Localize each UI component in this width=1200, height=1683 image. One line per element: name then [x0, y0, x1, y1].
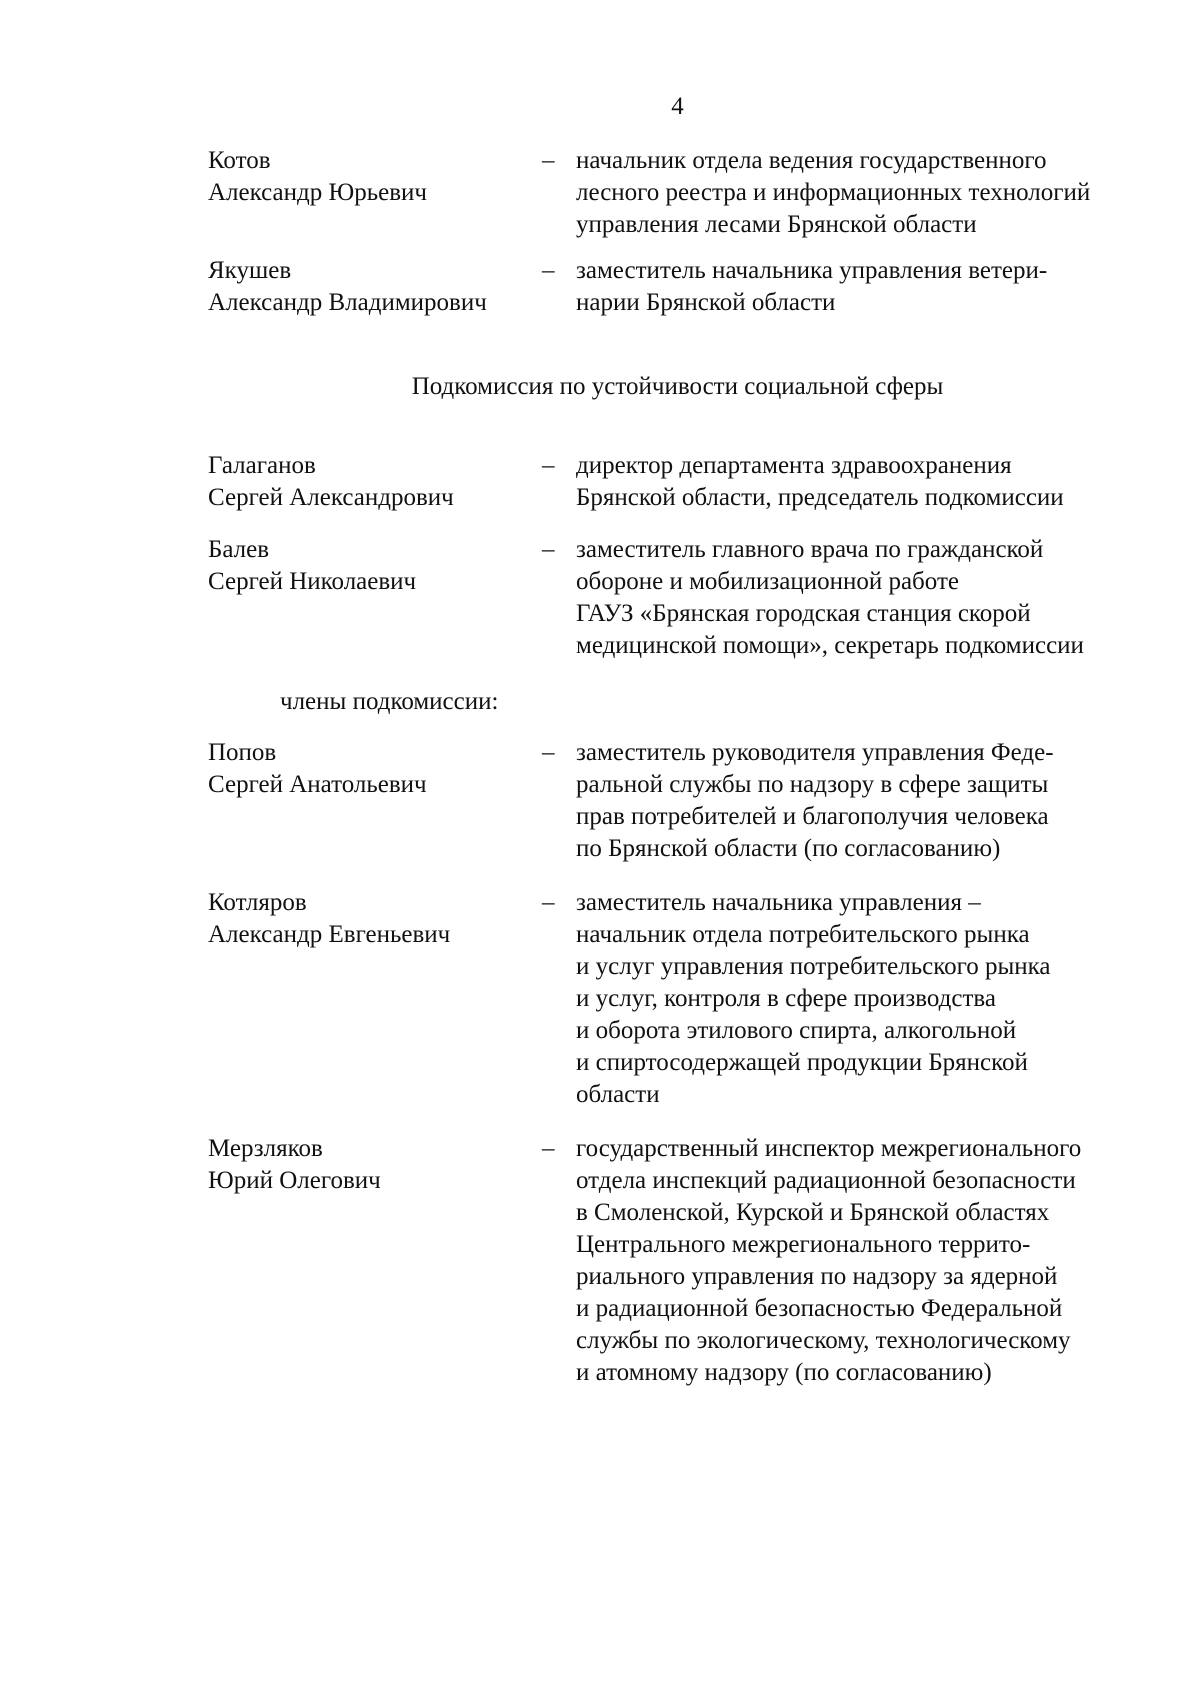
role-line: риального управления по надзору за ядерной	[576, 1263, 1058, 1290]
role-line: лесного реестра и информационных технологий	[576, 179, 1091, 206]
role-line: и услуг, контроля в сфере производства	[576, 985, 996, 1012]
dash-separator: –	[542, 739, 555, 766]
person-role	[576, 737, 1166, 865]
role-line: и атомному надзору (по согласованию)	[576, 1359, 992, 1386]
person-surname: Котляров	[208, 889, 307, 916]
person-surname: Котов	[208, 147, 271, 174]
role-line: области	[576, 1081, 660, 1108]
person-surname: Галаганов	[208, 452, 316, 479]
role-line: ГАУЗ «Брянская городская станция скорой	[576, 600, 1031, 627]
person-role	[576, 255, 1166, 319]
person-given-name: Александр Юрьевич	[208, 179, 427, 206]
person-given-name: Сергей Анатольевич	[208, 771, 427, 798]
role-line: заместитель начальника управления –	[576, 889, 981, 916]
person-name	[208, 145, 528, 209]
role-line: нарии Брянской области	[576, 289, 836, 316]
person-role	[576, 145, 1166, 241]
person-given-name: Сергей Александрович	[208, 484, 454, 511]
role-line: государственный инспектор межрегионального	[576, 1135, 1082, 1162]
role-line: заместитель начальника управления ветери-	[576, 257, 1048, 284]
role-line: управления лесами Брянской области	[576, 211, 977, 238]
role-line: начальник отдела ведения государственного	[576, 147, 1047, 174]
person-surname: Якушев	[208, 257, 292, 284]
role-line: в Смоленской, Курской и Брянской областях	[576, 1199, 1050, 1226]
role-line: по Брянской области (по согласованию)	[576, 835, 1001, 862]
role-line: начальник отдела потребительского рынка	[576, 921, 1030, 948]
role-line: заместитель руководителя управления Феде-	[576, 739, 1054, 766]
role-line: заместитель главного врача по гражданской	[576, 536, 1044, 563]
person-given-name: Сергей Николаевич	[208, 568, 417, 595]
dash-separator: –	[542, 257, 555, 284]
role-line: обороне и мобилизационной работе	[576, 568, 959, 595]
page-number: 4	[671, 93, 684, 120]
role-line: ральной службы по надзору в сфере защиты	[576, 771, 1049, 798]
members-label: члены подкомиссии:	[280, 688, 499, 715]
person-role	[576, 534, 1166, 662]
person-given-name: Александр Евгеньевич	[208, 921, 451, 948]
role-line: Брянской области, председатель подкомиссии	[576, 484, 1064, 511]
person-surname: Мерзляков	[208, 1135, 323, 1162]
role-line: отдела инспекций радиационной безопасности	[576, 1167, 1076, 1194]
dash-separator: –	[542, 452, 555, 479]
person-name	[208, 255, 528, 319]
person-given-name: Юрий Олегович	[208, 1167, 381, 1194]
person-name	[208, 1133, 528, 1197]
person-name	[208, 534, 528, 598]
person-surname: Попов	[208, 739, 277, 766]
role-line: и оборота этилового спирта, алкогольной	[576, 1017, 1017, 1044]
role-line: и спиртосодержащей продукции Брянской	[576, 1049, 1028, 1076]
person-name	[208, 450, 528, 514]
role-line: Центрального межрегионального террито-	[576, 1231, 1031, 1258]
role-line: и услуг управления потребительского рынка	[576, 953, 1051, 980]
person-name	[208, 737, 528, 801]
role-line: службы по экологическому, технологическому	[576, 1327, 1071, 1354]
role-line: и радиационной безопасностью Федеральной	[576, 1295, 1063, 1322]
dash-separator: –	[542, 147, 555, 174]
person-name	[208, 887, 528, 951]
role-line: директор департамента здравоохранения	[576, 452, 1012, 479]
person-role	[576, 887, 1166, 1111]
section-title: Подкомиссия по устойчивости социальной сферы	[411, 373, 944, 400]
role-line: прав потребителей и благополучия человека	[576, 803, 1049, 830]
dash-separator: –	[542, 536, 555, 563]
dash-separator: –	[542, 1135, 555, 1162]
person-role	[576, 1133, 1166, 1389]
person-role	[576, 450, 1166, 514]
person-given-name: Александр Владимирович	[208, 289, 487, 316]
dash-separator: –	[542, 889, 555, 916]
role-line: медицинской помощи», секретарь подкомиссии	[576, 632, 1084, 659]
person-surname: Балев	[208, 536, 270, 563]
